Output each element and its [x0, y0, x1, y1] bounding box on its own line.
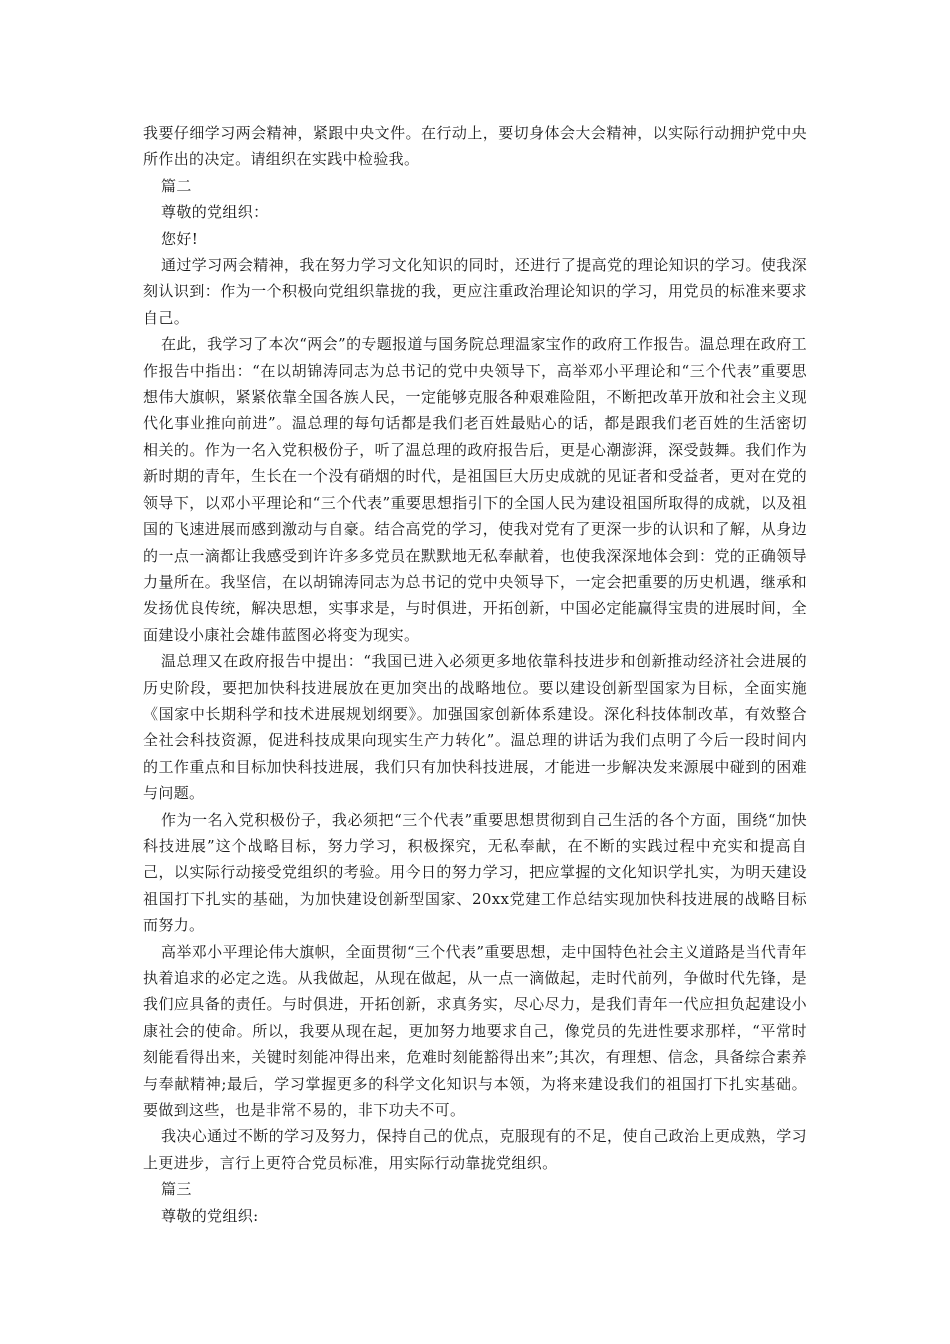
salutation: 尊敬的党组织: — [161, 1206, 259, 1225]
section-heading-part-two: 篇二 — [161, 176, 192, 195]
body-paragraph: 高举邓小平理论伟大旗帜，全面贯彻“三个代表”重要思想，走中国特色社会主义道路是当代青年执着追求的必定之选。从我做起，从现在做起，从一点一滴做起，走时代前列，争做时代先锋，是我们应具备的责任。与时俱进，开拓创新，求真务实，尽心尽力，是我们青年一代应担负起建设小康社会的使命。所以，我要从现在起，更加努力地要求自己，像党员的先进性要求那样，“平常时刻能看得出来，关键时刻能冲得出来，危难时刻能豁得出来”;其次，有理想、信念，具备综合素养与奉献精神;最后，学习掌握更多的科学文化知识与本领，为将来建设我们的祖国打下扎实基础。要做到这些，也是非常不易的，非下功夫不可。 — [143, 942, 807, 1120]
body-paragraph: 我决心通过不断的学习及努力，保持自己的优点，克服现有的不足，使自己政治上更成熟，学习上更进步，言行上更符合党员标准，用实际行动靠拢党组织。 — [143, 1127, 807, 1172]
section-heading-part-three: 篇三 — [161, 1180, 192, 1199]
body-paragraph: 通过学习两会精神，我在努力学习文化知识的同时，还进行了提高党的理论知识的学习。使我深刻认识到：作为一个积极向党组织靠拢的我，更应注重政治理论知识的学习，用党员的标准来要求自己。 — [143, 256, 807, 327]
greeting: 您好! — [161, 229, 199, 248]
document-body — [143, 120, 807, 1229]
body-paragraph: 在此，我学习了本次“两会”的专题报道与国务院总理温家宝作的政府工作报告。温总理在政府工作报告中指出：“在以胡锦涛同志为总书记的党中央领导下，高举邓小平理论和“三个代表”重要思想伟大旗帜，紧紧依靠全国各族人民，一定能够克服各种艰难险阻，不断把改革开放和社会主义现代化事业推向前进”。温总理的每句话都是我们老百姓最贴心的话，都是跟我们老百姓的生活密切相关的。作为一名入党积极份子，听了温总理的政府报告后，更是心潮澎湃，深受鼓舞。我们作为新时期的青年，生长在一个没有硝烟的时代，是祖国巨大历史成就的见证者和受益者，更对在党的领导下，以邓小平理论和“三个代表”重要思想指引下的全国人民为建设祖国所取得的成就，以及祖国的飞速进展而感到激动与自豪。结合高党的学习，使我对党有了更深一步的认识和了解，从身边的一点一滴都让我感受到许许多多党员在默默地无私奉献着，也使我深深地体会到：党的正确领导力量所在。我坚信，在以胡锦涛同志为总书记的党中央领导下，一定会把重要的历史机遇，继承和发扬优良传统，解决思想，实事求是，与时俱进，开拓创新，中国必定能赢得宝贵的进展时间，全面建设小康社会雄伟蓝图必将变为现实。 — [143, 335, 807, 644]
salutation: 尊敬的党组织： — [161, 203, 269, 222]
paragraph-continuation: 我要仔细学习两会精神，紧跟中央文件。在行动上，要切身体会大会精神，以实际行动拥护党中央所作出的决定。请组织在实践中检验我。 — [143, 124, 807, 169]
body-paragraph: 作为一名入党积极份子，我必须把“三个代表”重要思想贯彻到自己生活的各个方面，围绕“加快科技进展”这个战略目标，努力学习，积极探究，无私奉献，在不断的实践过程中充实和提高自己，以实际行动接受党组织的考验。用今日的努力学习，把应掌握的文化知识学扎实，为明天建设祖国打下扎实的基础，为加快建设创新型国家、20xx党建工作总结实现加快科技进展的战略目标而努力。 — [143, 810, 807, 935]
body-paragraph: 温总理又在政府报告中提出：“我国已进入必须更多地依靠科技进步和创新推动经济社会进展的历史阶段，要把加快科技进展放在更加突出的战略地位。要以建设创新型国家为目标，全面实施《国家中长期科学和技术进展规划纲要》。加强国家创新体系建设。深化科技体制改革，有效整合全社会科技资源，促进科技成果向现实生产力转化”。温总理的讲话为我们点明了今后一段时间内的工作重点和目标加快科技进展，我们只有加快科技进展，才能进一步解决发来源展中碰到的困难与问题。 — [143, 652, 807, 803]
